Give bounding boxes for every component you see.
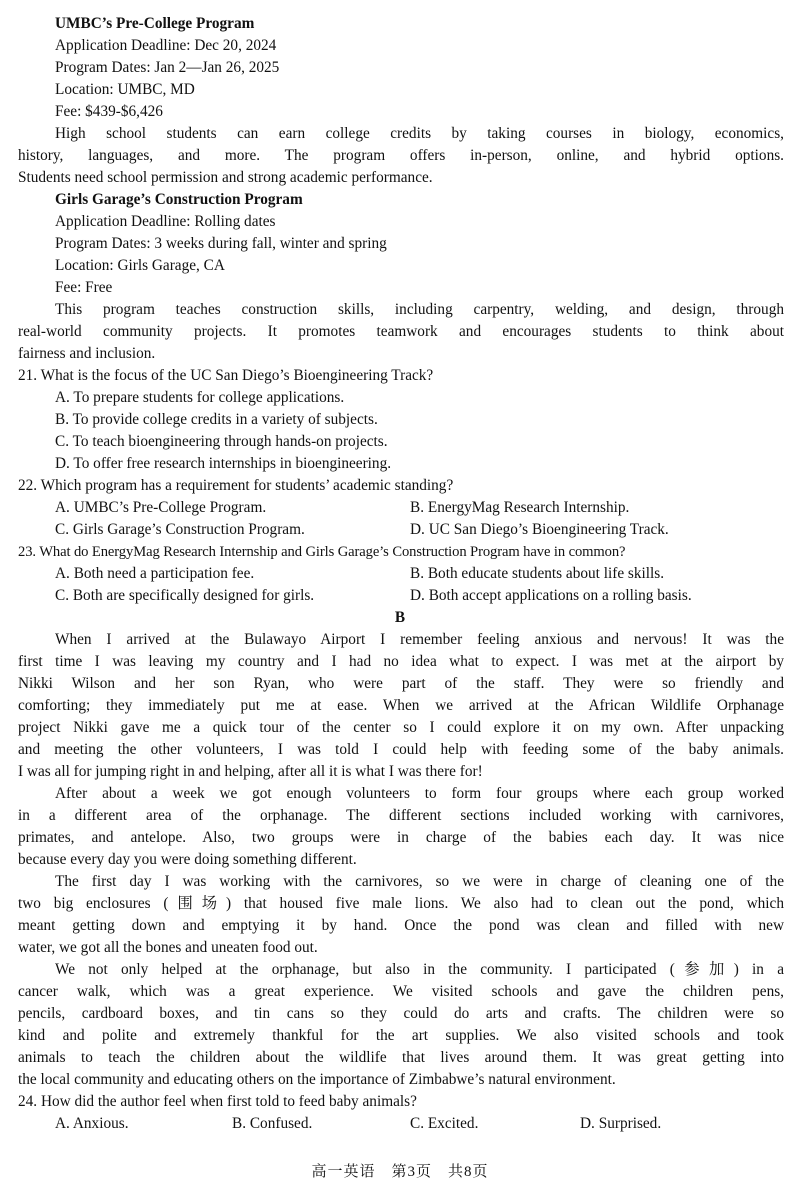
umbc-desc-line: Students need school permission and strong academic performance.: [18, 169, 433, 186]
passage-line: cancer walk, which was a great experience. We visited schools and gave the children pens,: [18, 983, 784, 1000]
q24-option-b: B. Confused.: [232, 1115, 313, 1132]
passage-line: After about a week we got enough volunteers to form four groups where each group worked: [55, 785, 784, 802]
q22-option-a: A. UMBC’s Pre-College Program.: [55, 499, 267, 516]
passage-line: animals to teach the children about the wildlife that lives around them. It was great getting into: [18, 1049, 784, 1066]
q24-option-c: C. Excited.: [410, 1115, 479, 1132]
q23-option-d: D. Both accept applications on a rolling basis.: [410, 587, 692, 604]
q22-option-b: B. EnergyMag Research Internship.: [410, 499, 630, 516]
q21-option-c: C. To teach bioengineering through hands-on projects.: [55, 433, 388, 450]
passage-line: water, we got all the bones and uneaten food out.: [18, 939, 318, 956]
section-heading: B: [394, 609, 406, 626]
q21-option-b: B. To provide college credits in a variety of subjects.: [55, 411, 378, 428]
passage-line: I was all for jumping right in and helping, after all it is what I was there for!: [18, 763, 483, 780]
passage-line: first time I was leaving my country and I had no idea what to expect. I was met at the airport by: [18, 653, 784, 670]
girls-desc-line: This program teaches construction skills, including carpentry, welding, and design, through: [55, 301, 784, 318]
passage-line: meant getting down and emptying it by hand. Once the pond was clean and filled with new: [18, 917, 784, 934]
q21-stem: 21. What is the focus of the UC San Diego’s Bioengineering Track?: [18, 367, 434, 384]
umbc-title: UMBC’s Pre-College Program: [55, 15, 255, 32]
passage-line: We not only helped at the orphanage, but also in the community. I participated (参加) in a: [55, 961, 784, 978]
q23-option-b: B. Both educate students about life skills.: [410, 565, 665, 582]
q22-option-c: C. Girls Garage’s Construction Program.: [55, 521, 305, 538]
passage-line: project Nikki gave me a quick tour of the center so I could explore it on my own. After unpacking: [18, 719, 784, 736]
girls-desc-line: fairness and inclusion.: [18, 345, 156, 362]
passage-line: The first day I was working with the carnivores, so we were in charge of cleaning one of the: [55, 873, 784, 890]
q23-stem: 23. What do EnergyMag Research Internship and Girls Garage’s Construction Program have in common?: [18, 544, 626, 560]
passage-line: because every day you were doing something different.: [18, 851, 357, 868]
q24-option-a: A. Anxious.: [55, 1115, 129, 1132]
girls-dates: Program Dates: 3 weeks during fall, winter and spring: [55, 235, 387, 252]
page-footer: 高一英语 第3页 共8页: [311, 1164, 489, 1180]
passage-line: two big enclosures (围场) that housed five male lions. We also had to clean out the pond, which: [18, 895, 784, 912]
passage-line: kind and polite and extremely thankful for the art supplies. We also visited schools and took: [18, 1027, 784, 1044]
passage-line: the local community and educating others on the importance of Zimbabwe’s natural environment.: [18, 1071, 616, 1088]
q24-stem: 24. How did the author feel when first told to feed baby animals?: [18, 1093, 417, 1110]
passage-line: Nikki Wilson and her son Ryan, who were part of the staff. They were so friendly and: [18, 675, 784, 692]
umbc-dates: Program Dates: Jan 2—Jan 26, 2025: [55, 59, 280, 76]
girls-fee: Fee: Free: [55, 279, 113, 296]
q24-option-d: D. Surprised.: [580, 1115, 662, 1132]
umbc-fee: Fee: $439-$6,426: [55, 103, 163, 120]
q23-option-a: A. Both need a participation fee.: [55, 565, 255, 582]
umbc-location: Location: UMBC, MD: [55, 81, 195, 98]
girls-desc-line: real-world community projects. It promotes teamwork and encourages students to think about: [18, 323, 784, 340]
umbc-desc-line: history, languages, and more. The program offers in-person, online, and hybrid options.: [18, 147, 784, 164]
umbc-deadline: Application Deadline: Dec 20, 2024: [55, 37, 277, 54]
passage-line: pencils, cardboard boxes, and tin cans so they could do arts and crafts. The children were so: [18, 1005, 784, 1022]
umbc-desc-line: High school students can earn college credits by taking courses in biology, economics,: [55, 125, 784, 142]
girls-deadline: Application Deadline: Rolling dates: [55, 213, 276, 230]
passage-line: and meeting the other volunteers, I was told I could help with feeding some of the baby animals.: [18, 741, 784, 758]
passage-line: When I arrived at the Bulawayo Airport I remember feeling anxious and nervous! It was the: [55, 631, 784, 648]
girls-title: Girls Garage’s Construction Program: [55, 191, 303, 208]
passage-line: in a different area of the orphanage. The different sections included working with carnivores,: [18, 807, 784, 824]
q23-option-c: C. Both are specifically designed for girls.: [55, 587, 315, 604]
passage-line: comforting; they immediately put me at ease. When we arrived at the African Wildlife Orphanage: [18, 697, 784, 714]
girls-location: Location: Girls Garage, CA: [55, 257, 225, 274]
q22-option-d: D. UC San Diego’s Bioengineering Track.: [410, 521, 669, 538]
q21-option-d: D. To offer free research internships in bioengineering.: [55, 455, 392, 472]
q21-option-a: A. To prepare students for college applications.: [55, 389, 345, 406]
passage-line: primates, and antelope. Also, two groups were in charge of the babies each day. It was nice: [18, 829, 784, 846]
q22-stem: 22. Which program has a requirement for students’ academic standing?: [18, 477, 454, 494]
